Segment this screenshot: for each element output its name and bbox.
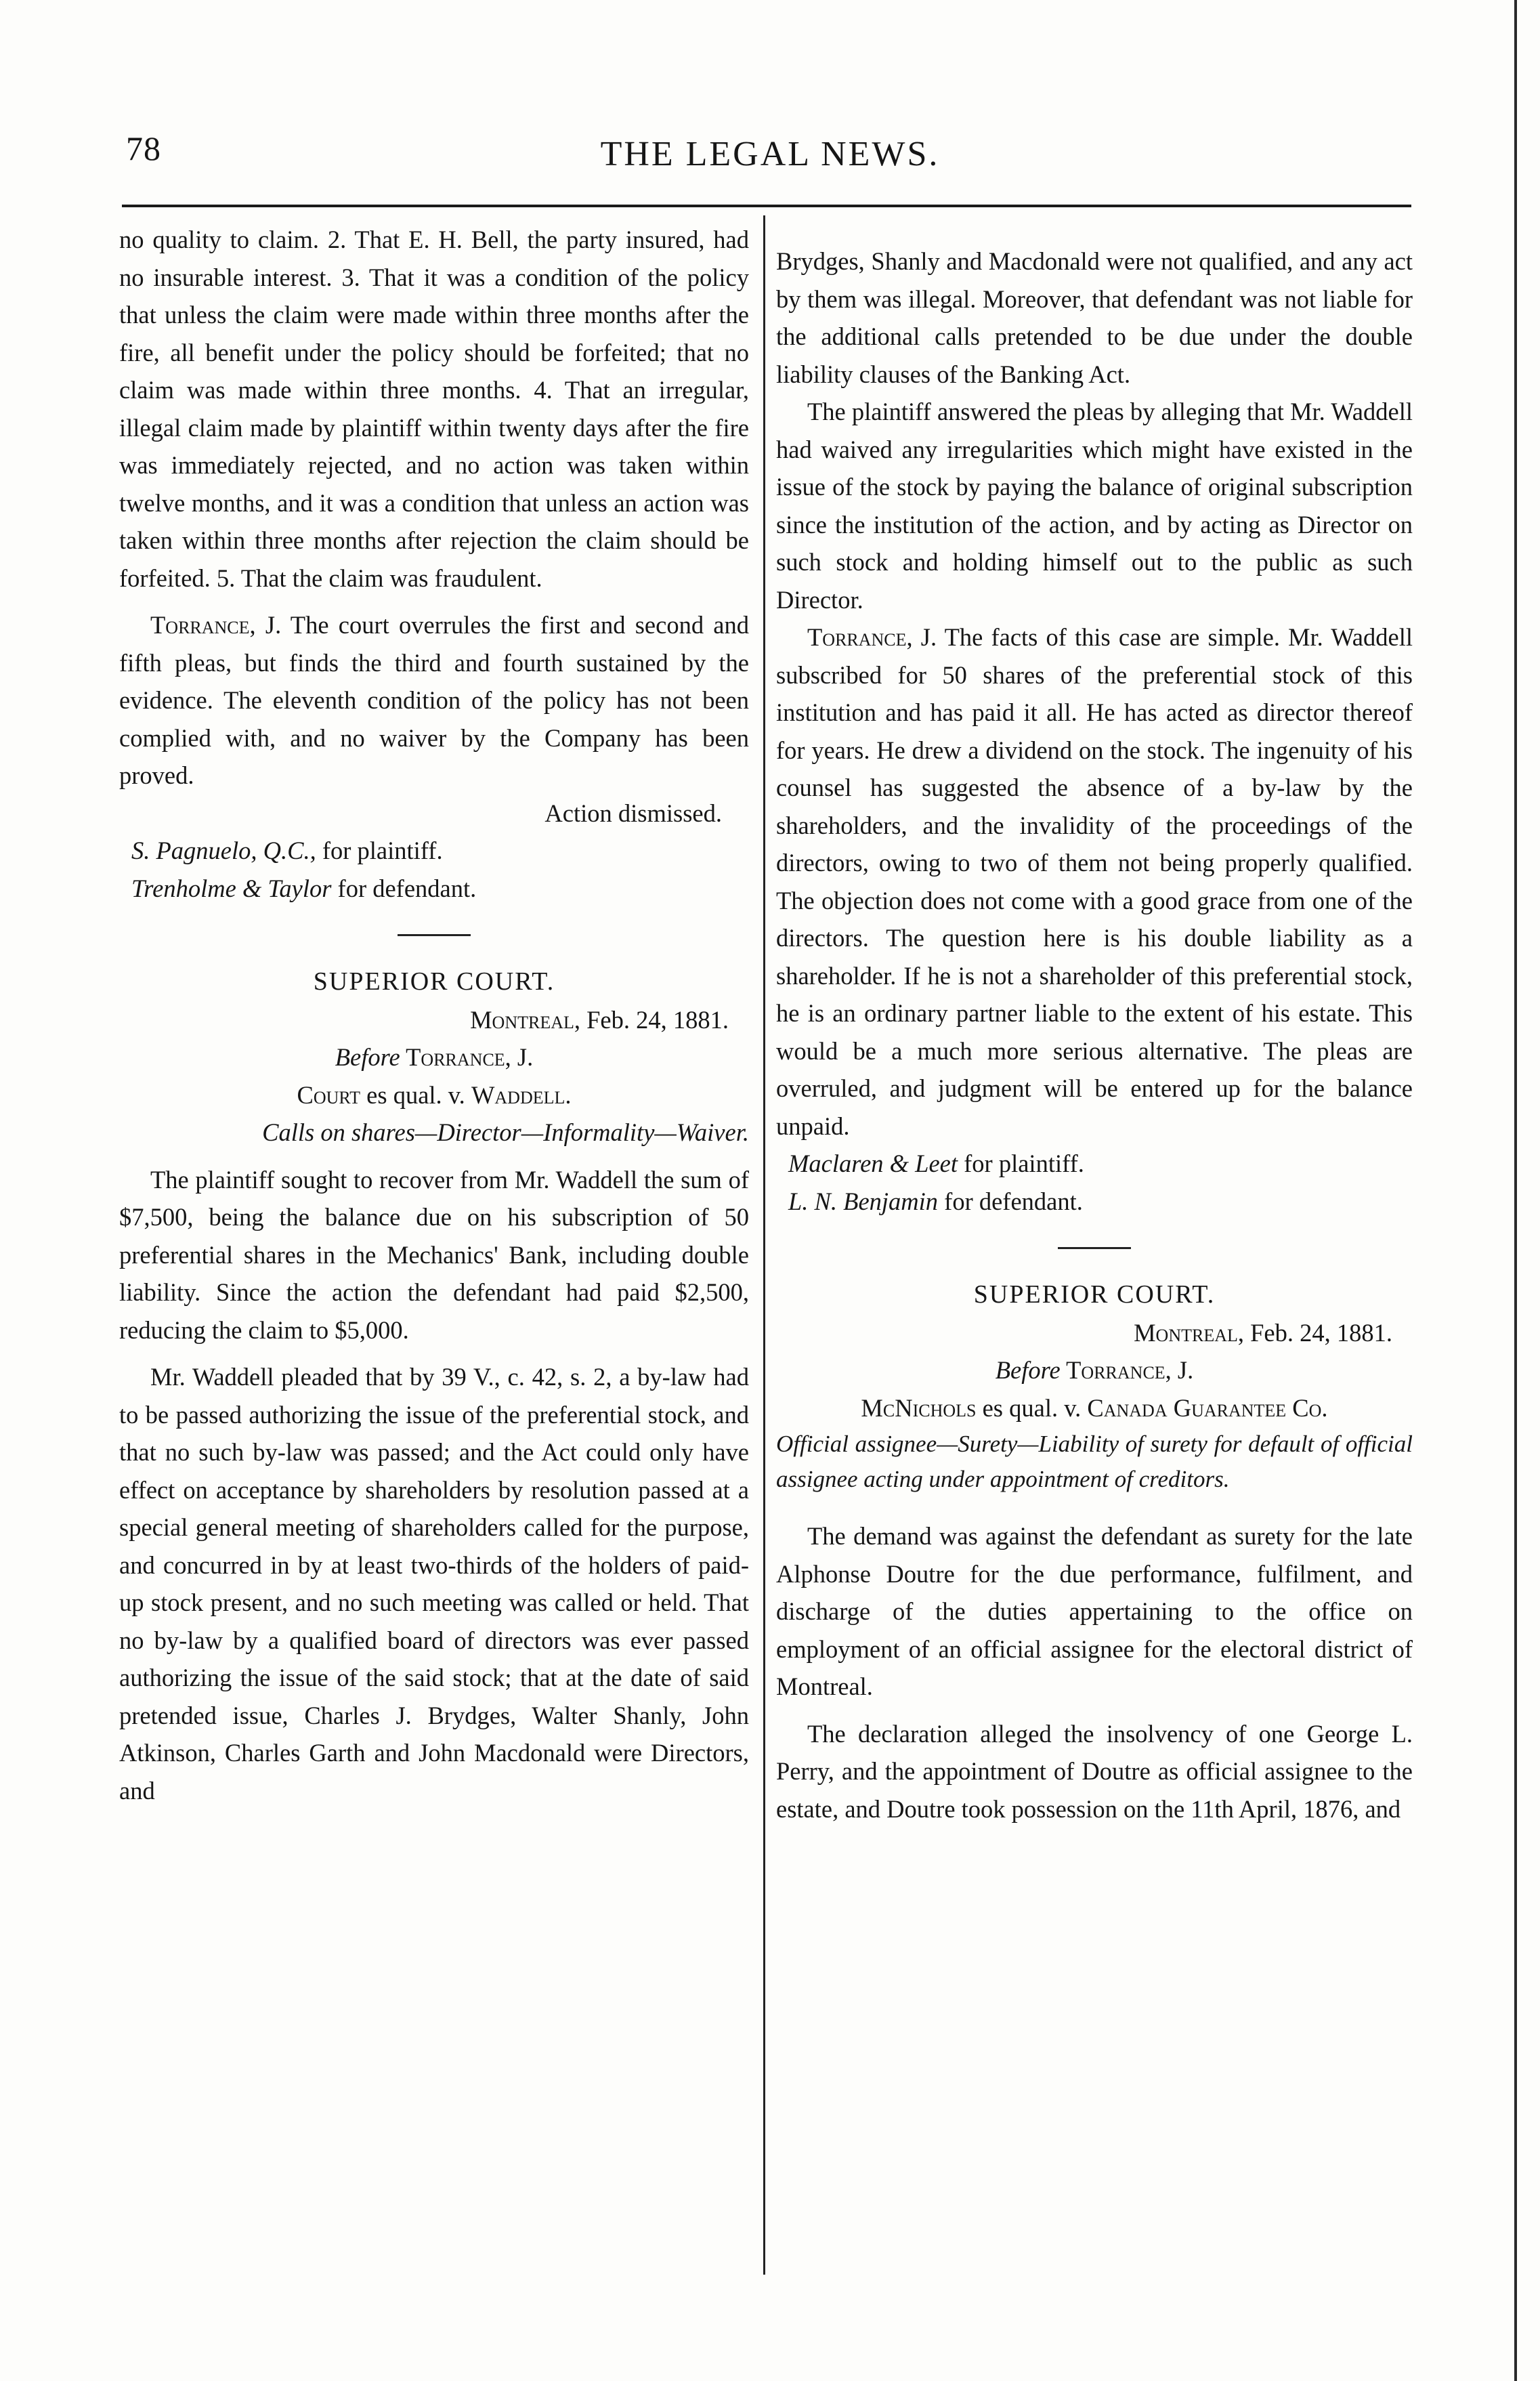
body-paragraph: The declaration alleged the insolvency of one George L. Perry, and the appointment of Doutre as official assignee to the estate, and Doutre took possession on the 11th April, 1876, and xyxy=(776,1719,1413,1823)
judgment-text: The facts of this case are simple. Mr. Waddell subscribed for 50 shares of the preferential stock of this institution and has paid it all. He has acted as director thereof for years. He drew a dividend on the stock. The ingenuity of his counsel has suggested the absence of a by-law by the shareholders, and the invalidity of the proceedings of the directors, owing to two of them not being properly qualified. The objection does not come with a good grace from one of the directors. The question here is his double liability as a shareholder. If he is not a shareholder of this preferential stock, he is an ordinary partner liable to the extent of his estate. This would be a much more serious alternative. The pleas are overruled, and judgment will be entered up for the balance unpaid. xyxy=(776,623,1413,1140)
judge-name: Torrance, J. xyxy=(150,611,282,639)
syllabus: Official assignee—Surety—Liability of surety for default of official assignee acting under appointment of creditors. xyxy=(776,1431,1413,1492)
body-paragraph: Mr. Waddell pleaded that by 39 V., c. 42, s. 2, a by-law had to be passed authorizing the issue of the preferential stock, and that no such by-law was passed; and the Act could only have effect on acceptance by shareholders by resolution passed at a special general meeting of shareholders called for the purpose, and concurred in by at least two-thirds of the holders of paid-up stock present, and no such meeting was called or held. That no by-law by a qualified board of directors was ever passed authorizing the issue of the said stock; that at the date of said pretended issue, Charles J. Brydges, Walter Shanly, John Atkinson, Charles Garth and John Macdonald were Directors, and xyxy=(119,1363,749,1805)
answer-paragraph: The plaintiff answered the pleas by alleging that Mr. Waddell had waived any irregularities which might have existed in the issue of the stock by paying the balance of original subscription since the institution of the action, and by acting as Director on such stock and holding himself out to the public as such Director. xyxy=(776,398,1413,614)
date: Feb. 24, 1881. xyxy=(580,1005,729,1034)
place: Montreal, xyxy=(1134,1318,1244,1347)
page-number: 78 xyxy=(126,129,161,167)
right-column xyxy=(776,243,1413,1828)
counsel-plaintiff xyxy=(119,832,749,870)
counsel-defendant xyxy=(776,1183,1413,1221)
before-line xyxy=(776,1351,1413,1389)
court-heading: SUPERIOR COURT. xyxy=(973,1280,1216,1309)
continuation-paragraph: no quality to claim. 2. That E. H. Bell, the party insured, had no insurable interest. 3. That it was a condition of the policy that unless the claim were made within three months after the fire, all benefit under the policy should be forfeited; that no claim was made within three months. 4. That an irregular, illegal claim made by plaintiff within twenty days after the fire was immediately rejected, and no action was taken within twelve months, and it was a condition that unless an action was taken within three months after rejection the claim should be forfeited. 5. That the claim was fraudulent. xyxy=(119,226,749,592)
judgment-paragraph xyxy=(119,606,749,795)
counsel-defendant xyxy=(119,870,749,908)
syllabus: Calls on shares—Director—Informality—Waiver. xyxy=(262,1118,749,1146)
judgment-text: The court overrules the first and second and fifth pleas, but finds the third and fourth sustained by the evidence. The eleventh condition of the policy has not been complied with, and no waiver by the Company has been proved. xyxy=(119,611,749,789)
counsel-defendant-name: Trenholme & Taylor xyxy=(131,874,332,902)
left-column xyxy=(119,221,749,1809)
header-rule xyxy=(122,205,1411,207)
place: Montreal, xyxy=(470,1005,580,1034)
case-plaintiff: McNichols xyxy=(861,1393,977,1422)
counsel-plaintiff-name: S. Pagnuelo, Q.C., xyxy=(131,837,316,864)
before-line xyxy=(119,1038,749,1076)
dateline xyxy=(776,1314,1413,1352)
counsel-plaintiff-role: for plaintiff. xyxy=(316,837,443,864)
section-rule xyxy=(1058,1247,1131,1249)
before-label: Before xyxy=(995,1356,1061,1384)
case-caption xyxy=(119,1076,749,1114)
continuation-paragraph: Brydges, Shanly and Macdonald were not qualified, and any act by them was illegal. Moreover, that defendant was not liable for the additional calls pretended to be due under the double liability clauses of the Banking Act. xyxy=(776,247,1413,388)
case-defendant: Canada Guarantee Co. xyxy=(1087,1393,1328,1422)
date: Feb. 24, 1881. xyxy=(1244,1318,1392,1347)
counsel-defendant-name: L. N. Benjamin xyxy=(788,1187,939,1215)
case-versus: es qual. v. xyxy=(360,1080,471,1109)
case-plaintiff: Court xyxy=(297,1080,361,1109)
margin-rule xyxy=(1514,0,1517,2381)
counsel-defendant-role: for defendant. xyxy=(938,1187,1083,1215)
case-caption xyxy=(776,1389,1413,1427)
before-label: Before xyxy=(335,1043,400,1071)
judgment-paragraph xyxy=(776,618,1413,1145)
counsel-plaintiff xyxy=(776,1145,1413,1183)
counsel-defendant-role: for defendant. xyxy=(331,874,477,902)
section-rule xyxy=(398,934,471,936)
running-head: THE LEGAL NEWS. xyxy=(600,135,940,173)
disposition: Action dismissed. xyxy=(544,799,722,827)
before-judge: Torrance, J. xyxy=(400,1043,534,1071)
counsel-plaintiff-role: for plaintiff. xyxy=(958,1150,1084,1177)
body-paragraph: The demand was against the defendant as surety for the late Alphonse Doutre for the due performance, fulfilment, and discharge of the duties appertaining to the office on employment of an official assignee for the electoral district of Montreal. xyxy=(776,1522,1413,1700)
court-heading: SUPERIOR COURT. xyxy=(313,967,555,996)
judge-name: Torrance, J. xyxy=(807,623,937,651)
case-versus: es qual. v. xyxy=(976,1393,1088,1422)
before-judge: Torrance, J. xyxy=(1060,1356,1194,1384)
dateline xyxy=(119,1001,749,1039)
case-defendant: Waddell. xyxy=(471,1080,572,1109)
counsel-plaintiff-name: Maclaren & Leet xyxy=(788,1150,958,1177)
body-paragraph: The plaintiff sought to recover from Mr. Waddell the sum of $7,500, being the balance due on his subscription of 50 preferential shares in the Mechanics' Bank, including double liability. Since the action the defendant had paid $2,500, reducing the claim to $5,000. xyxy=(119,1165,749,1344)
column-divider xyxy=(763,215,765,2275)
